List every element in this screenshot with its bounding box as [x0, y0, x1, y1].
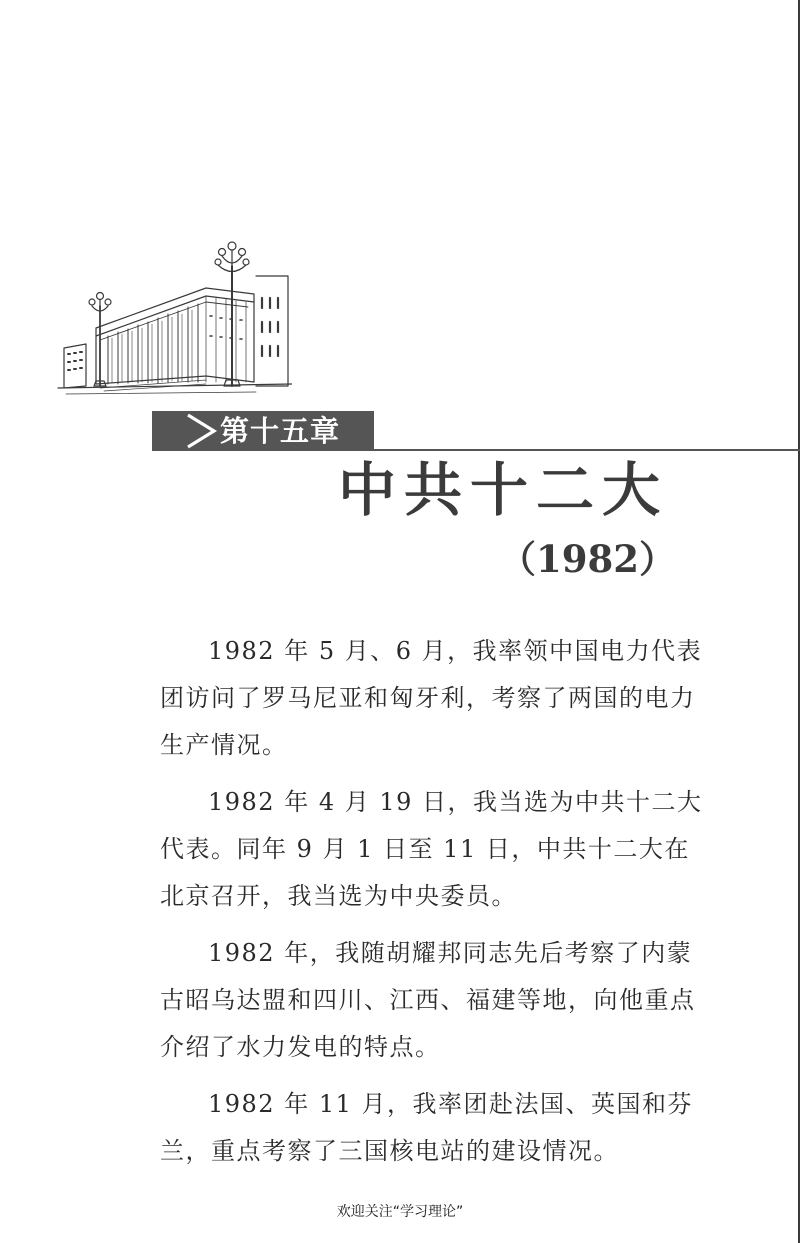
- chevron-right-icon: [184, 411, 220, 451]
- paragraph: 1982 年 4 月 19 日，我当选为中共十二大代表。同年 9 月 1 日至 11 日，中共十二大在北京召开，我当选为中央委员。: [160, 788, 703, 910]
- chapter-label: 第十五章: [220, 414, 341, 448]
- paragraph: 1982 年，我随胡耀邦同志先后考察了内蒙古昭乌达盟和四川、江西、福建等地，向他重点介绍了水力发电的特点。: [160, 939, 696, 1061]
- footer-caption: 欢迎关注“学习理论”: [336, 1204, 464, 1220]
- chapter-divider: [152, 449, 800, 451]
- chapter-title: 中共十二大: [337, 456, 668, 524]
- great-hall-building-sketch-icon: [56, 236, 292, 412]
- paragraph: 1982 年 5 月、6 月，我率领中国电力代表团访问了罗马尼亚和匈牙利，考察了两国的电力生产情况。: [160, 637, 703, 759]
- chapter-year: （1982）: [499, 537, 676, 581]
- paragraph: 1982 年 11 月，我率团赴法国、英国和芬兰，重点考察了三国核电站的建设情况。: [160, 1090, 694, 1165]
- chapter-body: [160, 628, 705, 1185]
